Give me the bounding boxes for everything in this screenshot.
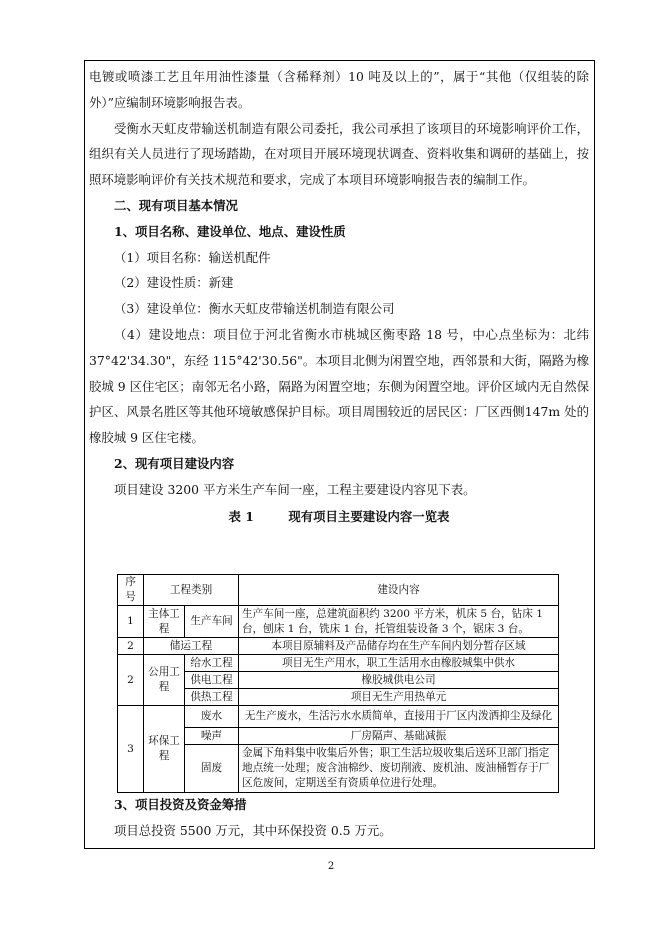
- table-row: [118, 655, 559, 672]
- paragraph-commission: 受衡水天虹皮带输送机制造有限公司委托，我公司承担了该项目的环境影响评价工作，组织有关人员进行了现场踏勘，在对项目开展环境现状调查、资料收集和调研的基础上，按照环境影响评价有关技术规范和要求，完成了本项目环境影响报告表的编制工作。: [89, 120, 589, 188]
- table-row: [118, 706, 559, 728]
- table-row: [118, 638, 559, 655]
- row-no: 1: [118, 606, 144, 638]
- subheading-project-info: 1、项目名称、建设单位、地点、建设性质: [114, 223, 346, 239]
- construction-content-table: [117, 574, 559, 793]
- row-category: 公用工程: [144, 655, 185, 706]
- paragraph-investment: 项目总投资 5500 万元，其中环保投资 0.5 万元。: [114, 822, 392, 838]
- paragraph-construction-summary: 项目建设 3200 平方米生产车间一座，工程主要建设内容见下表。: [114, 481, 476, 497]
- row-category: 储运工程: [144, 638, 239, 655]
- table-row: [118, 728, 559, 745]
- section-heading-existing-project: 二、现有项目基本情况: [114, 197, 238, 213]
- row-subcategory: 噪声: [185, 728, 239, 745]
- table-header-row: [118, 575, 559, 606]
- header-content: 建设内容: [239, 575, 559, 606]
- page-number: 2: [327, 861, 335, 872]
- row-subcategory: 供热工程: [185, 689, 239, 706]
- row-subcategory: 供电工程: [185, 672, 239, 689]
- item-project-name: （1）项目名称：输送机配件: [114, 249, 271, 265]
- row-content: 项目无生产用热单元: [239, 689, 559, 706]
- row-content: 无生产废水，生活污水水质简单，直接用于厂区内泼洒抑尘及绿化: [239, 706, 559, 728]
- table-row: [118, 689, 559, 706]
- row-category: 环保工程: [144, 706, 185, 793]
- row-no: 2: [118, 638, 144, 655]
- paragraph-classification: 电镀或喷漆工艺且年用油性漆量（含稀释剂）10 吨及以上的”，属于“其他（仅组装的除外）”应编制环境影响报告表。: [89, 69, 589, 110]
- row-content: 橡胶城供电公司: [239, 672, 559, 689]
- item-construction-nature: （2）建设性质：新建: [114, 275, 234, 291]
- table-row: [118, 672, 559, 689]
- header-no: 序号: [118, 575, 144, 606]
- item-construction-location: （4）建设地点：项目位于河北省衡水市桃城区衡枣路 18 号，中心点坐标为：北纬37°42'34.30"，东经 115°42'30.56"。本项目北侧为闲置空地，西邻景和大街，隔路为橡胶城 9 区住宅区；南邻无名小路，隔路为闲置空地；东侧为闲置空地。评价区域内无自然保护区、风景名胜区等其他环境敏感保护目标。项目周围较近的居民区：厂区西侧147m 处的橡胶城 9 区住宅楼。: [89, 326, 589, 446]
- table-row: [118, 606, 559, 638]
- row-content: 本项目原辅料及产品储存均在生产车间内划分暂存区域: [239, 638, 559, 655]
- row-subcategory: 给水工程: [185, 655, 239, 672]
- row-no: 3: [118, 706, 144, 793]
- row-subcategory: 废水: [185, 706, 239, 728]
- document-body-continued: [89, 792, 589, 844]
- subheading-investment: 3、项目投资及资金筹措: [114, 797, 247, 812]
- header-type: 工程类别: [144, 575, 239, 606]
- row-category: 主体工程: [144, 606, 185, 638]
- row-no: 2: [118, 655, 144, 706]
- item-construction-unit: （3）建设单位：衡水天虹皮带输送机制造有限公司: [114, 301, 395, 317]
- row-content: 金属下角料集中收集后外售；职工生活垃圾收集后送环卫部门指定地点统一处理；废含油棉纱、废切削液、废机油、废油桶暂存于厂区危废间，定期送至有资质单位进行处理。: [239, 745, 559, 793]
- table-caption: 表 1 现有项目主要建设内容一览表: [228, 508, 450, 524]
- row-subcategory: 生产车间: [185, 606, 239, 638]
- table-row: [118, 745, 559, 793]
- row-content: 生产车间一座，总建筑面积约 3200 平方米，机床 5 台，钻床 1 台，刨床 1 台，铣床 1 台，托管组装设备 3 个，锯床 3 台。: [239, 606, 559, 638]
- row-content: 项目无生产用水，职工生活用水由橡胶城集中供水: [239, 655, 559, 672]
- document-body: [89, 64, 589, 533]
- subheading-construction-content: 2、现有项目建设内容: [114, 455, 235, 471]
- row-content: 厂房隔声、基础减振: [239, 728, 559, 745]
- row-subcategory: 固废: [185, 745, 239, 793]
